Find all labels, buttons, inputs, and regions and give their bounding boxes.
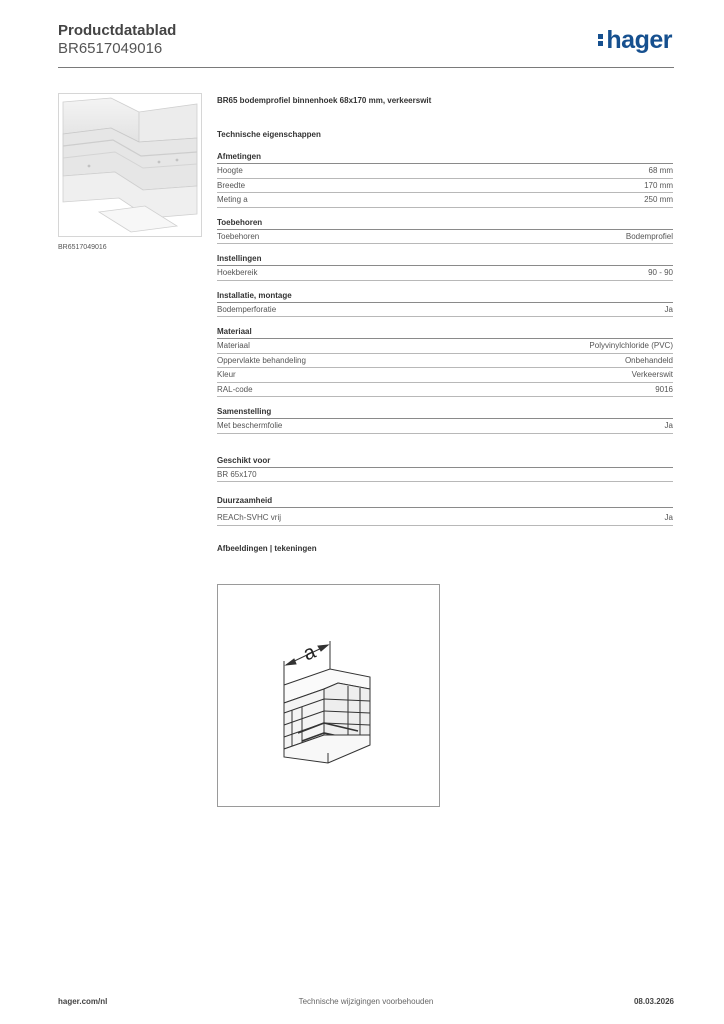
spec-row	[217, 354, 673, 369]
spec-value: 90 - 90	[648, 268, 673, 277]
spec-value: Polyvinylchloride (PVC)	[589, 341, 673, 350]
header-divider	[58, 67, 674, 68]
page-footer	[58, 997, 674, 1009]
spec-label: Hoekbereik	[217, 268, 258, 277]
spec-label: Meting a	[217, 195, 248, 204]
spec-row	[217, 383, 673, 398]
spec-label: Breedte	[217, 180, 246, 190]
spec-value: Onbehandeld	[624, 355, 673, 365]
spec-row	[217, 419, 673, 434]
group-title: Geschikt voor	[217, 456, 673, 468]
spec-value: 250 mm	[644, 195, 673, 204]
product-name: BR65 bodemprofiel binnenhoek 68x170 mm, verkeerswit	[217, 96, 432, 105]
spec-group-toebehoren	[217, 218, 673, 245]
document-code: BR6517049016	[58, 40, 163, 57]
spec-row	[217, 179, 673, 194]
inner-corner-drawing-icon	[218, 585, 439, 806]
group-title: Instellingen	[217, 254, 673, 266]
specification-section	[217, 96, 673, 553]
spec-label: REACh-SVHC vrij	[217, 513, 282, 522]
spec-label: Hoogte	[217, 166, 243, 175]
footer-disclaimer: Technische wijzigingen voorbehouden	[298, 997, 434, 1006]
spec-row	[217, 511, 673, 526]
spec-value: Verkeerswit	[631, 370, 673, 379]
spec-label: RAL-code	[217, 384, 253, 394]
footer-date: 08.03.2026	[633, 997, 674, 1006]
spec-value: Bodemprofiel	[625, 231, 673, 241]
spec-value: 68 mm	[648, 166, 673, 175]
spec-group-geschikt-voor	[217, 456, 673, 483]
dimension-label: a	[300, 640, 319, 666]
spec-row	[217, 303, 673, 318]
spec-row	[217, 266, 673, 281]
spec-row	[217, 164, 673, 179]
spec-label: Oppervlakte behandeling	[217, 355, 306, 365]
spec-group-samenstelling	[217, 407, 673, 434]
logo-dots-icon	[598, 29, 604, 47]
images-title: Afbeeldingen | tekeningen	[217, 543, 317, 553]
spec-row	[217, 230, 673, 245]
group-title: Toebehoren	[217, 218, 673, 230]
spec-group-duurzaamheid	[217, 496, 673, 526]
group-title: Duurzaamheid	[217, 496, 673, 508]
footer-website: hager.com/nl	[58, 997, 108, 1006]
spec-row	[217, 193, 673, 208]
product-photo	[58, 93, 202, 237]
group-title: Afmetingen	[217, 152, 673, 164]
inner-corner-photo-icon	[59, 94, 201, 236]
spec-label: Bodemperforatie	[217, 304, 277, 314]
group-title: Samenstelling	[217, 407, 673, 419]
spec-value: Ja	[664, 421, 673, 430]
spec-label: BR 65x170	[217, 469, 257, 479]
spec-row	[217, 368, 673, 383]
spec-group-materiaal	[217, 327, 673, 397]
spec-label: Met beschermfolie	[217, 421, 283, 430]
technical-properties-title: Technische eigenschappen	[217, 130, 321, 139]
spec-group-afmetingen	[217, 152, 673, 208]
page-header	[58, 22, 674, 68]
spec-value: Ja	[664, 513, 673, 522]
spec-value: 170 mm	[644, 180, 673, 190]
spec-group-installatie	[217, 291, 673, 318]
technical-drawing	[217, 584, 440, 807]
spec-value: Ja	[664, 304, 673, 314]
spec-row	[217, 468, 673, 483]
spec-group-instellingen	[217, 254, 673, 281]
spec-label: Kleur	[217, 370, 236, 379]
group-title: Installatie, montage	[217, 291, 673, 303]
document-title: Productdatablad	[58, 22, 177, 39]
spec-label: Materiaal	[217, 341, 250, 350]
spec-label: Toebehoren	[217, 231, 260, 241]
logo-text: hager	[606, 26, 672, 54]
hager-logo	[598, 25, 672, 55]
spec-row	[217, 339, 673, 354]
spec-value: 9016	[655, 384, 673, 394]
photo-caption: BR6517049016	[58, 244, 107, 251]
group-title: Materiaal	[217, 327, 673, 339]
